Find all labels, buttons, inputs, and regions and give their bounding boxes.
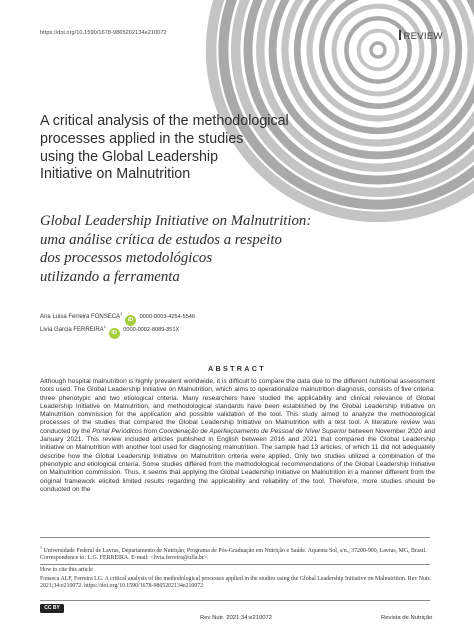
title-pt-line: uma análise crítica de estudos a respeito <box>40 231 282 248</box>
title-en-line: Initiative on Malnutrition <box>40 166 191 183</box>
orcid-id[interactable]: 0000-0002-8089-351X <box>123 327 180 333</box>
article-title-english <box>40 113 320 184</box>
author-name: Ana Luisa Ferreira FONSECA <box>40 314 121 320</box>
abstract-body <box>40 378 435 502</box>
abstract-heading: ABSTRACT <box>208 364 266 373</box>
creative-commons-license-icon[interactable]: CC BY <box>40 604 64 613</box>
abstract-text-italic: Coordenação de Aperfeiçoamento de Pessoal de Nível Superior <box>158 427 347 435</box>
divider <box>40 600 430 601</box>
journal-name: Revista de Nutrição <box>381 615 433 621</box>
journal-reference: Rev Nutr. 2021;34:e210072 <box>200 615 273 621</box>
title-pt-line: utilizando a ferramenta <box>40 268 180 285</box>
author-affiliation-mark: 1 <box>103 324 106 329</box>
citation-text: Fonseca ALF, Ferreira LG. A critical analysis of the methodological processes applied in the studies using the Global Leadership Initiative on Malnutrition. Rev Nutr. 2021;34:e210072. https://doi.org/10.1590/1678-9865202134e210072 <box>40 576 431 590</box>
orcid-icon[interactable]: iD <box>109 328 120 339</box>
orcid-icon[interactable]: iD <box>125 315 136 326</box>
title-pt-line: dos processos metodológicos <box>40 250 213 266</box>
abstract-text: Although hospital malnutrition is highly prevalent worldwide, it is difficult to compare the data due to the different nutritional assessment tools used. The Global Leadership Initiative on Malnutrition, which aims to operationalize malnutrition diagnosis, consists of five criteria: three phenotypic and two etiological criteria. Many researchers have studied the applicability and clinical relevance of Global Leadership Initiative on Malnutrition, and methodological standards have been established by the Global Leadership Initiative on Malnutrition commission for the application and possible validation of the tool. This study aimed to analyze the methodological processes of the studies that compared the Global Leadership Initiative on Malnutrition with a test tool. A literature review was conducted by the <box>40 378 435 435</box>
author-affiliation <box>40 544 440 563</box>
orcid-id[interactable]: 0000-0003-4254-5546 <box>139 314 195 320</box>
title-en-line: A critical analysis of the methodological <box>40 113 289 129</box>
abstract-text: between November 2020 and January 2021. This review included articles published in English between 2016 and 2021 that compared the Global Leadership Initiative on Malnutrition with another tool used for diagnosing malnutrition. The sample had 13 articles, of which 11 did not adequately describe how the Global Leadership Initiative on Malnutrition criteria were applied. Only two studies utilized a combination of the phenotypic and etiological criteria. Some studies differed from the methodological recommendations of the Global Leadership Initiative on Malnutrition commission. Thus, it seems that applying the Global Leadership Initiative on Malnutrition in a manner different from the original framework elicited limited results regarding the applicability and reliability of the tool. Therefore, more studies should be conducted on the <box>40 427 435 493</box>
title-pt-line: Global Leadership Initiative on Malnutrition: <box>40 213 312 229</box>
ring <box>334 6 422 94</box>
citation-heading: How to cite this article <box>40 567 93 573</box>
divider <box>40 564 430 565</box>
affiliation-mark: 1 <box>40 545 42 550</box>
title-en-line: using the Global Leadership <box>40 148 219 165</box>
ring <box>371 43 385 57</box>
section-label-text: REVIEW <box>403 31 443 42</box>
doi-link[interactable]: https://doi.org/10.1590/1678-9865202134e210072 <box>40 30 167 36</box>
ring <box>322 0 434 106</box>
author-affiliation-mark: 1 <box>120 311 123 316</box>
ring <box>297 0 459 131</box>
section-label <box>399 30 443 42</box>
ring <box>310 0 447 119</box>
affiliation-text: Universidade Federal de Lavras, Departamento de Nutrição, Programa de Pós-Graduação em Nutrição e Saúde. Aquenta Sol, s/n., 37200-900, Lavras, MG, Brasil. Correspondence to: L.G. FERREIRA. E-mail: <livia.ferreira@ufla.br>. <box>40 547 427 562</box>
divider <box>40 537 430 538</box>
abstract-text: from <box>142 427 159 435</box>
section-bar <box>399 30 401 40</box>
author-entry <box>40 324 179 339</box>
abstract-text-italic: Portal Periódicos <box>92 427 143 435</box>
author-name: Livia Garcia FERREIRA <box>40 327 104 333</box>
article-title-portuguese <box>40 212 340 286</box>
ring <box>346 18 409 81</box>
ring <box>359 31 398 70</box>
title-en-line: processes applied in the studies <box>40 130 244 147</box>
